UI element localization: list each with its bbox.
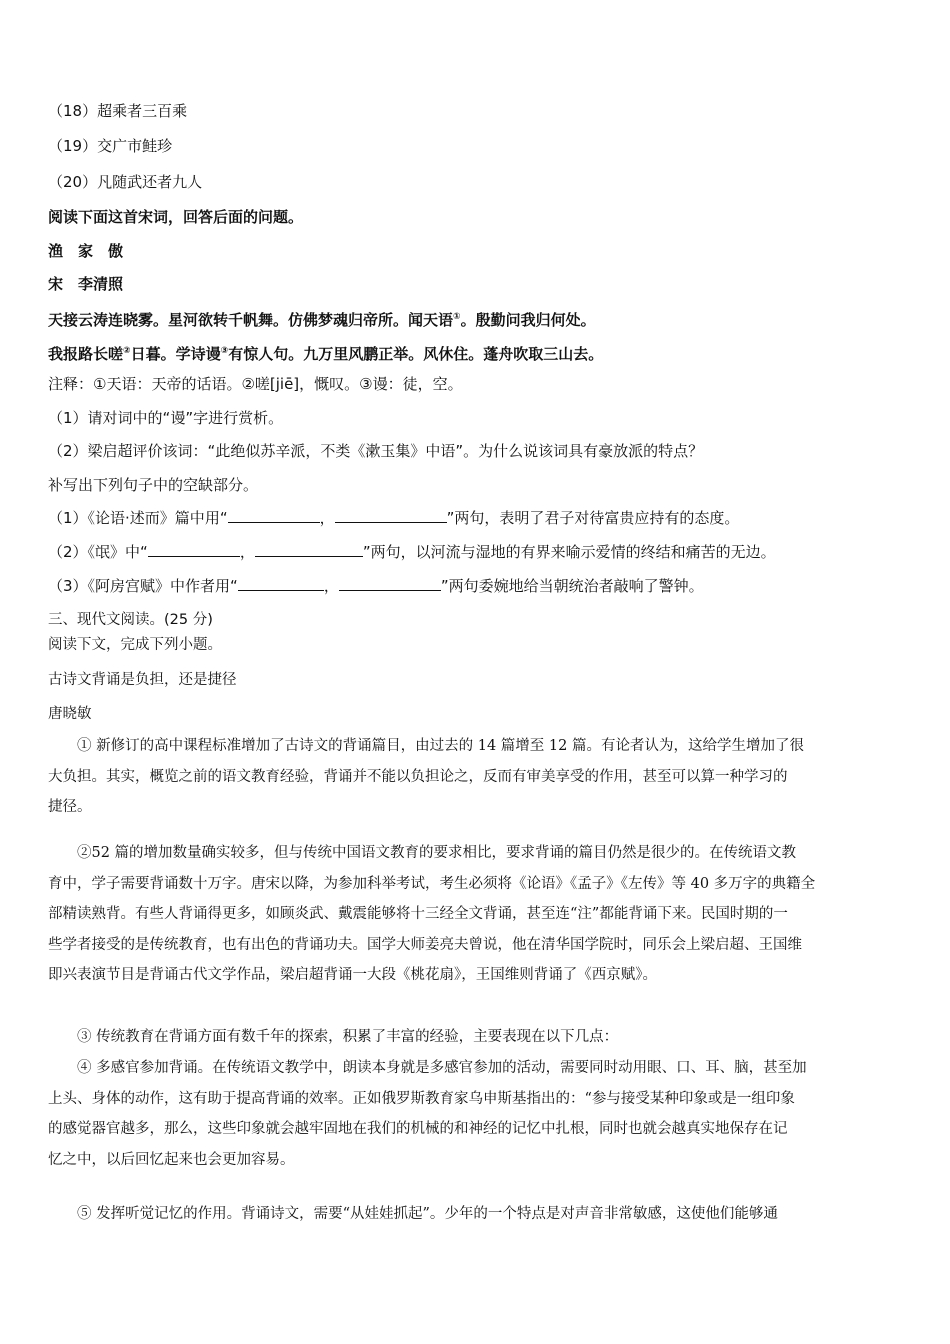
poem-line-2: 我报路长嗟②日暮。学诗谩③有惊人句。九万里风鹏正举。风休住。蓬舟吹取三山去。 xyxy=(48,345,604,363)
reading-prompt: 阅读下文，完成下列小题。 xyxy=(48,637,222,653)
paragraph-3: ③ 传统教育在背诵方面有数千年的探索，积累了丰富的经验，主要表现在以下几点： xyxy=(77,1029,619,1045)
article-title: 古诗文背诵是负担，还是捷径 xyxy=(48,672,237,688)
paragraph-1: ① 新修订的高中课程标准增加了古诗文的背诵篇目，由过去的 14 篇增至 12 篇。有论者认为，这给学生增加了很 大负担。其实，概览之前的语文教育经验，背诵并不能以负担论之，反而有审美享受的作用，甚至可以算一种学习的 捷径。 xyxy=(48,738,804,815)
fill-blank[interactable] xyxy=(148,542,240,557)
poem-title: 渔 家 傲 xyxy=(48,242,124,260)
fill-prompt: 补写出下列句子中的空缺部分。 xyxy=(48,476,259,494)
poem-line-1: 天接云涛连晓雾。星河欲转千帆舞。仿佛梦魂归帝所。闻天语①。殷勤问我归何处。 xyxy=(48,311,596,329)
fill-blank[interactable] xyxy=(335,508,447,523)
question-20: （20）凡随武还者九人 xyxy=(48,173,203,191)
question-19: （19）交广市鲑珍 xyxy=(48,137,173,155)
fill-blank[interactable] xyxy=(255,542,363,557)
fill-question-2: （2）《氓》中“ ， ”两句，以河流与湿地的有界来喻示爱情的终结和痛苦的无边。 xyxy=(48,543,776,561)
poem-question-2: （2）梁启超评价该词：“此绝似苏辛派，不类《漱玉集》中语”。为什么说该词具有豪放派的特点？ xyxy=(48,442,704,460)
fill-blank[interactable] xyxy=(238,576,324,591)
section-heading: 三、现代文阅读。(25 分) xyxy=(48,612,213,628)
poem-prompt: 阅读下面这首宋词，回答后面的问题。 xyxy=(48,208,304,226)
fill-question-1: （1）《论语·述而》篇中用“ ， ”两句，表明了君子对待富贵应持有的态度。 xyxy=(48,509,740,527)
paragraph-5: ⑤ 发挥听觉记忆的作用。背诵诗文，需要“从娃娃抓起”。少年的一个特点是对声音非常敏感，这使他们能够通 xyxy=(77,1206,778,1222)
fill-blank[interactable] xyxy=(228,508,320,523)
poem-question-1: （1）请对词中的“谩”字进行赏析。 xyxy=(48,409,284,427)
poem-author: 宋 李清照 xyxy=(48,275,124,293)
poem-notes: 注释：①天语：天帝的话语。②嗟[jiē]，慨叹。③谩：徒，空。 xyxy=(48,375,463,393)
paragraph-4: ④ 多感官参加背诵。在传统语文教学中，朗读本身就是多感官参加的活动，需要同时动用眼、口、耳、脑，甚至加 上头、身体的动作，这有助于提高背诵的效率。正如俄罗斯教育家乌申斯基指出的：“参与接受某种印象或是一组印象 的感觉器官越多，那么，这些印象就会越牢固地在我们的机械的和神经的记忆中扎根，同时也就会越真实地保存在记 忆之中，以后回忆起来也会更加容易。 xyxy=(48,1060,807,1168)
fill-blank[interactable] xyxy=(339,576,441,591)
question-18: （18）超乘者三百乘 xyxy=(48,102,188,120)
fill-question-3: （3）《阿房宫赋》中作者用“ ， ”两句委婉地给当朝统治者敲响了警钟。 xyxy=(48,577,704,595)
article-author: 唐晓敏 xyxy=(48,706,92,722)
paragraph-2: ②52 篇的增加数量确实较多，但与传统中国语文教育的要求相比，要求背诵的篇目仍然是很少的。在传统语文教 育中，学子需要背诵数十万字。唐宋以降，为参加科举考试，考生必须将《论语》《孟子》《左传》等 40 多万字的典籍全 部精读熟背。有些人背诵得更多，如顾炎武、戴震能够将十三经全文背诵，甚至连“注”都能背诵下来。民国时期的一 些学者接受的是传统教育，也有出色的背诵功夫。国学大师姜亮夫曾说，他在清华国学院时，同乐会上梁启超、王国维 即兴表演节目是背诵古代文学作品，梁启超背诵一大段《桃花扇》，王国维则背诵了《西京赋》。 xyxy=(48,845,816,983)
